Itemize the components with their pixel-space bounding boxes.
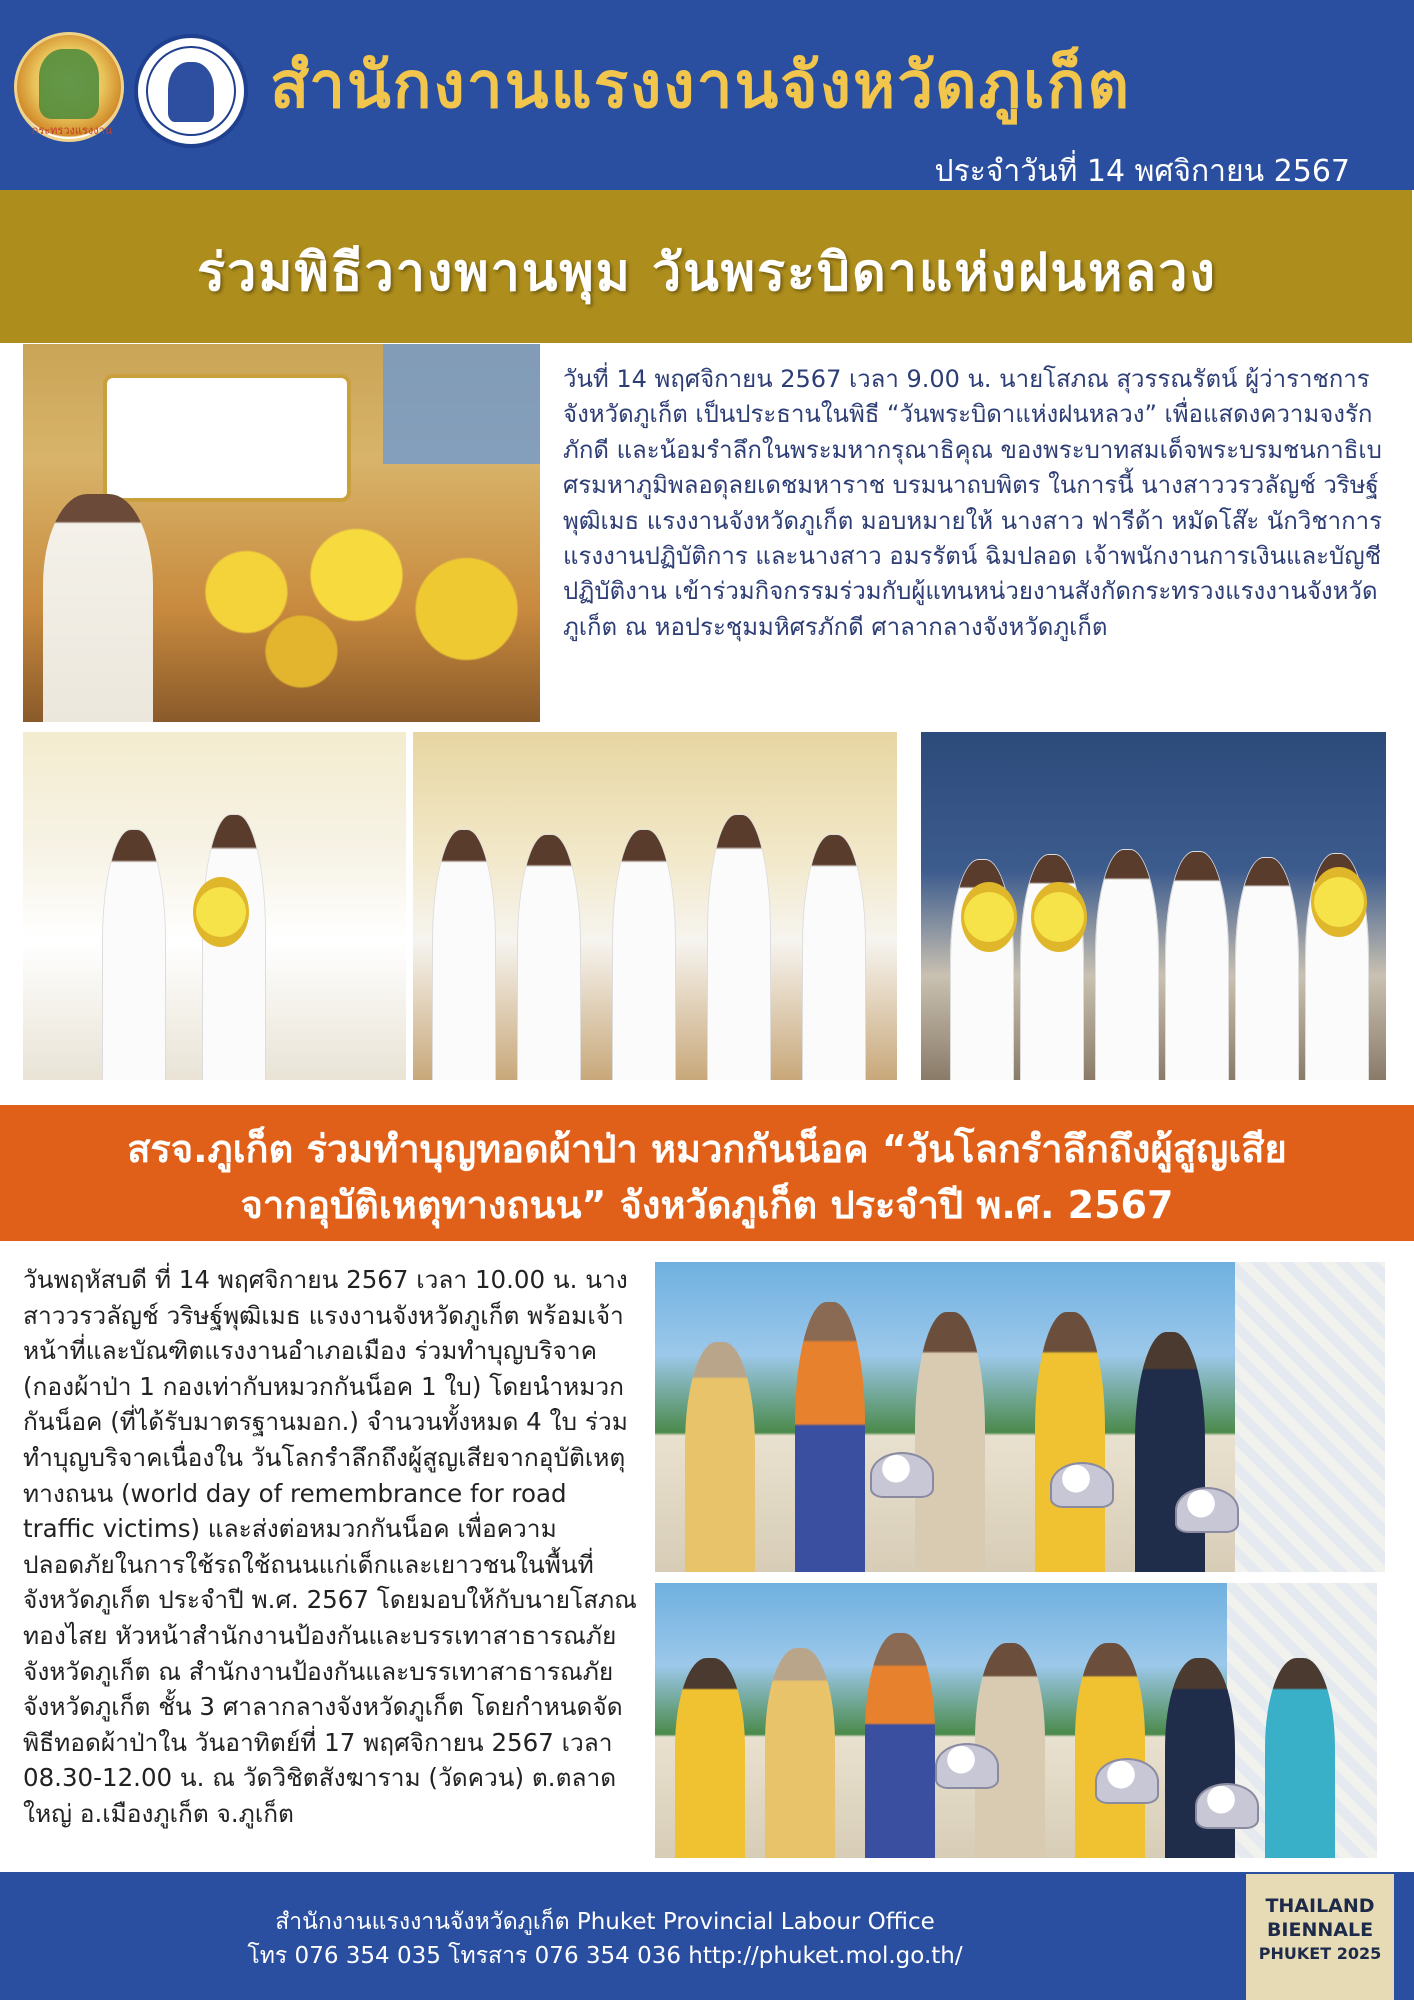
footer-office-name: สำนักงานแรงงานจังหวัดภูเก็ต Phuket Provincial Labour Office	[275, 1909, 935, 1935]
flower-bouquet	[1031, 882, 1087, 952]
helmet-icon	[870, 1452, 934, 1498]
ceremony-sign	[103, 374, 351, 502]
emblem-figure-icon	[39, 49, 99, 119]
helmet-icon	[1050, 1462, 1114, 1508]
officer-figure	[1236, 858, 1298, 1080]
officer-figure	[708, 815, 770, 1080]
biennale-logo-line-2: BIENNALE	[1266, 1919, 1374, 1941]
officer-figure	[803, 835, 865, 1080]
staff-figure	[1075, 1643, 1145, 1858]
headline-2-line-2: จากอุบัติเหตุทางถนน” จังหวัดภูเก็ต ประจำปี พ.ศ. 2567	[240, 1183, 1174, 1227]
staff-figure	[1035, 1312, 1105, 1572]
portrait-frame	[383, 344, 540, 464]
officer-figure	[1096, 850, 1158, 1080]
headline-2-line-1: สรจ.ภูเก็ต ร่วมทำบุญทอดผ้าป่า หมวกกันน็อค “วันโลกรำลึกถึงผู้สูญเสีย	[127, 1127, 1287, 1171]
staff-figure	[795, 1302, 865, 1572]
biennale-logo-line-1: THAILAND	[1265, 1895, 1375, 1917]
helmet-icon	[1195, 1783, 1259, 1829]
helmet-donation-photo-2	[655, 1583, 1377, 1858]
helmet-donation-photo-1	[655, 1262, 1385, 1572]
flower-bouquet	[193, 877, 249, 947]
ministry-of-labour-logo	[14, 32, 124, 142]
flower-bouquet	[1311, 867, 1367, 937]
governor-figure	[43, 494, 153, 722]
ceremony-photo-group-five	[413, 732, 897, 1080]
issue-date: ประจำวันที่ 14 พศจิกายน 2567	[934, 154, 1350, 189]
staff-figure	[765, 1648, 835, 1858]
headline-1: ร่วมพิธีวางพานพุม วันพระบิดาแห่งฝนหลวง	[197, 243, 1217, 303]
officer-figure	[103, 830, 165, 1080]
ministry-logo-caption: กระทรวงแรงงาน	[31, 124, 113, 137]
officer-figure	[203, 815, 265, 1080]
helmet-icon	[1095, 1758, 1159, 1804]
phuket-province-seal-logo	[134, 34, 248, 148]
staff-figure	[1135, 1332, 1205, 1572]
seal-figures-icon	[168, 62, 214, 122]
biennale-logo-line-3: PHUKET 2025	[1258, 1944, 1382, 1963]
staff-figure	[675, 1658, 745, 1858]
officer-figure	[613, 830, 675, 1080]
story-1-body: วันที่ 14 พฤศจิกายน 2567 เวลา 9.00 น. นายโสภณ สุวรรณรัตน์ ผู้ว่าราชการจังหวัดภูเก็ต เป็นประธานในพิธี “วันพระบิดาแห่งฝนหลวง” เพื่อแสดงความจงรักภักดี และน้อมรำลึกในพระมหากรุณาธิคุณ ของพระบาทสมเด็จพระบรมชนกาธิเบศรมหาภูมิพลอดุลยเดชมหาราช บรมนาถบพิตร ในการนี้ นางสาววรวลัญช์ วริษฐ์พุฒิเมธ แรงงานจังหวัดภูเก็ต มอบหมายให้ นางสาว ฟารีด้า หมัดโส๊ะ นักวิชาการแรงงานปฏิบัติการ และนางสาว อมรรัตน์ ฉิมปลอด เจ้าพนักงานการเงินและบัญชีปฏิบัติงาน เข้าร่วมกิจกรรมร่วมกับผู้แทนหน่วยงานสังกัดกระทรวงแรงงานจังหวัดภูเก็ต ณ หอประชุมมหิศรภักดี ศาลากลางจังหวัดภูเก็ต	[563, 365, 1382, 641]
ceremony-photo-exhibition	[921, 732, 1386, 1080]
helmet-icon	[935, 1743, 999, 1789]
story-2-body: วันพฤหัสบดี ที่ 14 พฤศจิกายน 2567 เวลา 10.00 น. นางสาววรวลัญช์ วริษฐ์พุฒิเมธ แรงงานจังหวัดภูเก็ต พร้อมเจ้าหน้าที่และบัณฑิตแรงงานอำเภอเมือง ร่วมทำบุญบริจาค (กองผ้าป่า 1 กองเท่ากับหมวกกันน็อค 1 ใบ) โดยนำหมวกกันน็อค (ที่ได้รับมาตรฐานมอก.) จำนวนทั้งหมด 4 ใบ ร่วมทำบุญบริจาคเนื่องใน วันโลกรำลึกถึงผู้สูญเสียจากอุบัติเหตุทางถนน (world day of remembrance for road traffic victims) และส่งต่อหมวกกันน็อค เพื่อความปลอดภัยในการใช้รถใช้ถนนแก่เด็กและเยาวชนในพื้นที่จังหวัดภูเก็ต ประจำปี พ.ศ. 2567 โดยมอบให้กับนายโสภณ ทองไสย หัวหน้าสำนักงานป้องกันและบรรเทาสาธารณภัยจังหวัดภูเก็ต ณ สำนักงานป้องกันและบรรเทาสาธารณภัยจังหวัดภูเก็ต ชั้น 3 ศาลากลางจังหวัดภูเก็ต โดยกำหนดจัดพิธีทอดผ้าป่าใน วันอาทิตย์ที่ 17 พฤศจิกายน 2567 เวลา 08.30-12.00 น. ณ วัดวิชิตสังฆาราม (วัดควน) ต.ตลาดใหญ่ อ.เมืองภูเก็ต จ.ภูเก็ต	[23, 1265, 637, 1828]
organization-title: สำนักงานแรงงานจังหวัดภูเก็ต	[270, 49, 1132, 123]
helmet-icon	[1175, 1487, 1239, 1533]
officer-figure	[518, 835, 580, 1080]
footer-contact-info: โทร 076 354 035 โทรสาร 076 354 036 http://phuket.mol.go.th/	[247, 1943, 963, 1969]
staff-figure	[865, 1633, 935, 1858]
officer-figure	[433, 830, 495, 1080]
staff-figure	[685, 1342, 755, 1572]
staff-figure	[915, 1312, 985, 1572]
flower-bouquet	[961, 882, 1017, 952]
province-map-board	[1235, 1262, 1385, 1572]
staff-figure	[1265, 1658, 1335, 1858]
thailand-biennale-logo	[1246, 1874, 1394, 2000]
ceremony-photo-two-officers	[23, 732, 406, 1080]
flower-offerings	[173, 524, 540, 694]
officer-figure	[1166, 852, 1228, 1080]
ceremony-main-photo	[23, 344, 540, 722]
